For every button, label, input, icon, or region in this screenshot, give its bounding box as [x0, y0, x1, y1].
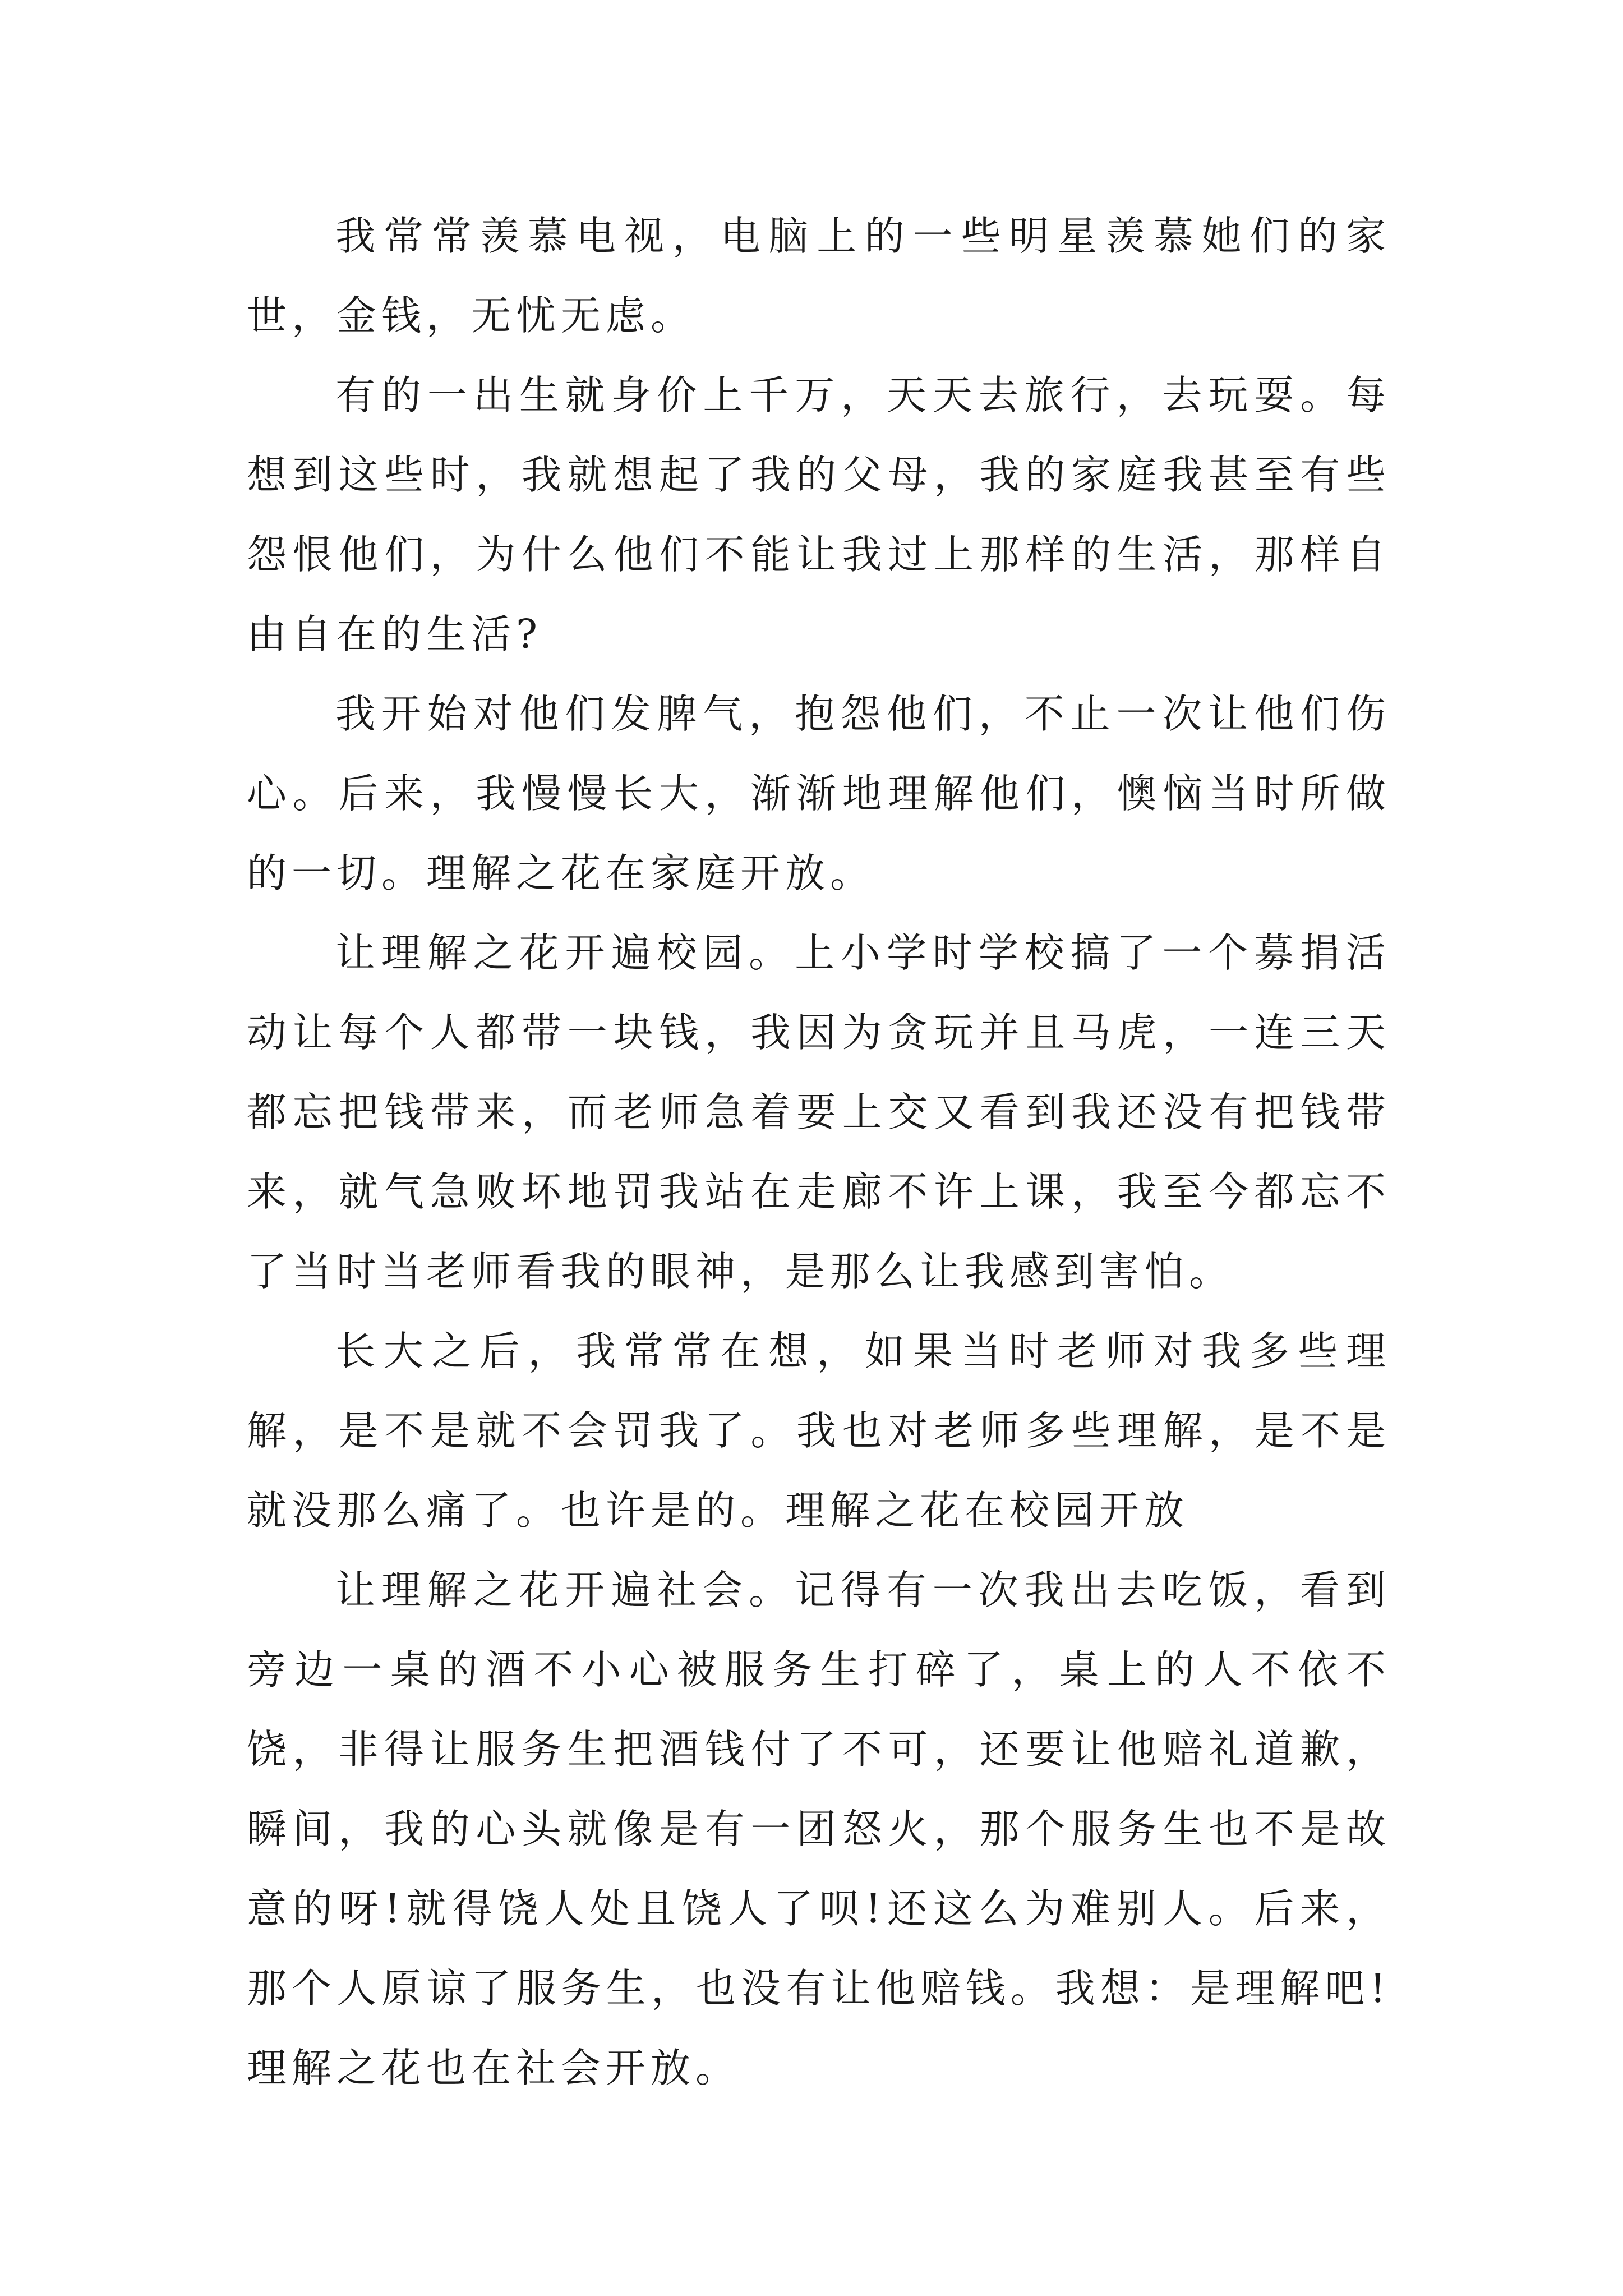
paragraph-2: 有的一出生就身价上千万，天天去旅行，去玩耍。每想到这些时，我就想起了我的父母，我的家庭我甚至有些怨恨他们，为什么他们不能让我过上那样的生活，那样自由自在的生活?	[247, 372, 1391, 657]
paragraph-6: 让理解之花开遍社会。记得有一次我出去吃饭，看到旁边一桌的酒不小心被服务生打碎了，桌上的人不依不饶，非得让服务生把酒钱付了不可，还要让他赔礼道歉，瞬间，我的心头就像是有一团怒火，那个服务生也不是故意的呀!就得饶人处且饶人了呗!还这么为难别人。后来，那个人原谅了服务生，也没有让他赔钱。我想：是理解吧!理解之花也在社会开放。	[247, 1567, 1391, 2091]
paragraph-4: 让理解之花开遍校园。上小学时学校搞了一个募捐活动让每个人都带一块钱，我因为贪玩并且马虎，一连三天都忘把钱带来，而老师急着要上交又看到我还没有把钱带来，就气急败坏地罚我站在走廊不许上课，我至今都忘不了当时当老师看我的眼神，是那么让我感到害怕。	[247, 930, 1391, 1295]
paragraph-3: 我开始对他们发脾气，抱怨他们，不止一次让他们伤心。后来，我慢慢长大，渐渐地理解他们，懊恼当时所做的一切。理解之花在家庭开放。	[247, 691, 1391, 896]
paragraph-5: 长大之后，我常常在想，如果当时老师对我多些理解，是不是就不会罚我了。我也对老师多些理解，是不是就没那么痛了。也许是的。理解之花在校园开放	[247, 1328, 1391, 1534]
paragraph-1: 我常常羡慕电视，电脑上的一些明星羡慕她们的家世，金钱，无忧无虑。	[247, 213, 1391, 339]
document-body	[247, 196, 1391, 2108]
